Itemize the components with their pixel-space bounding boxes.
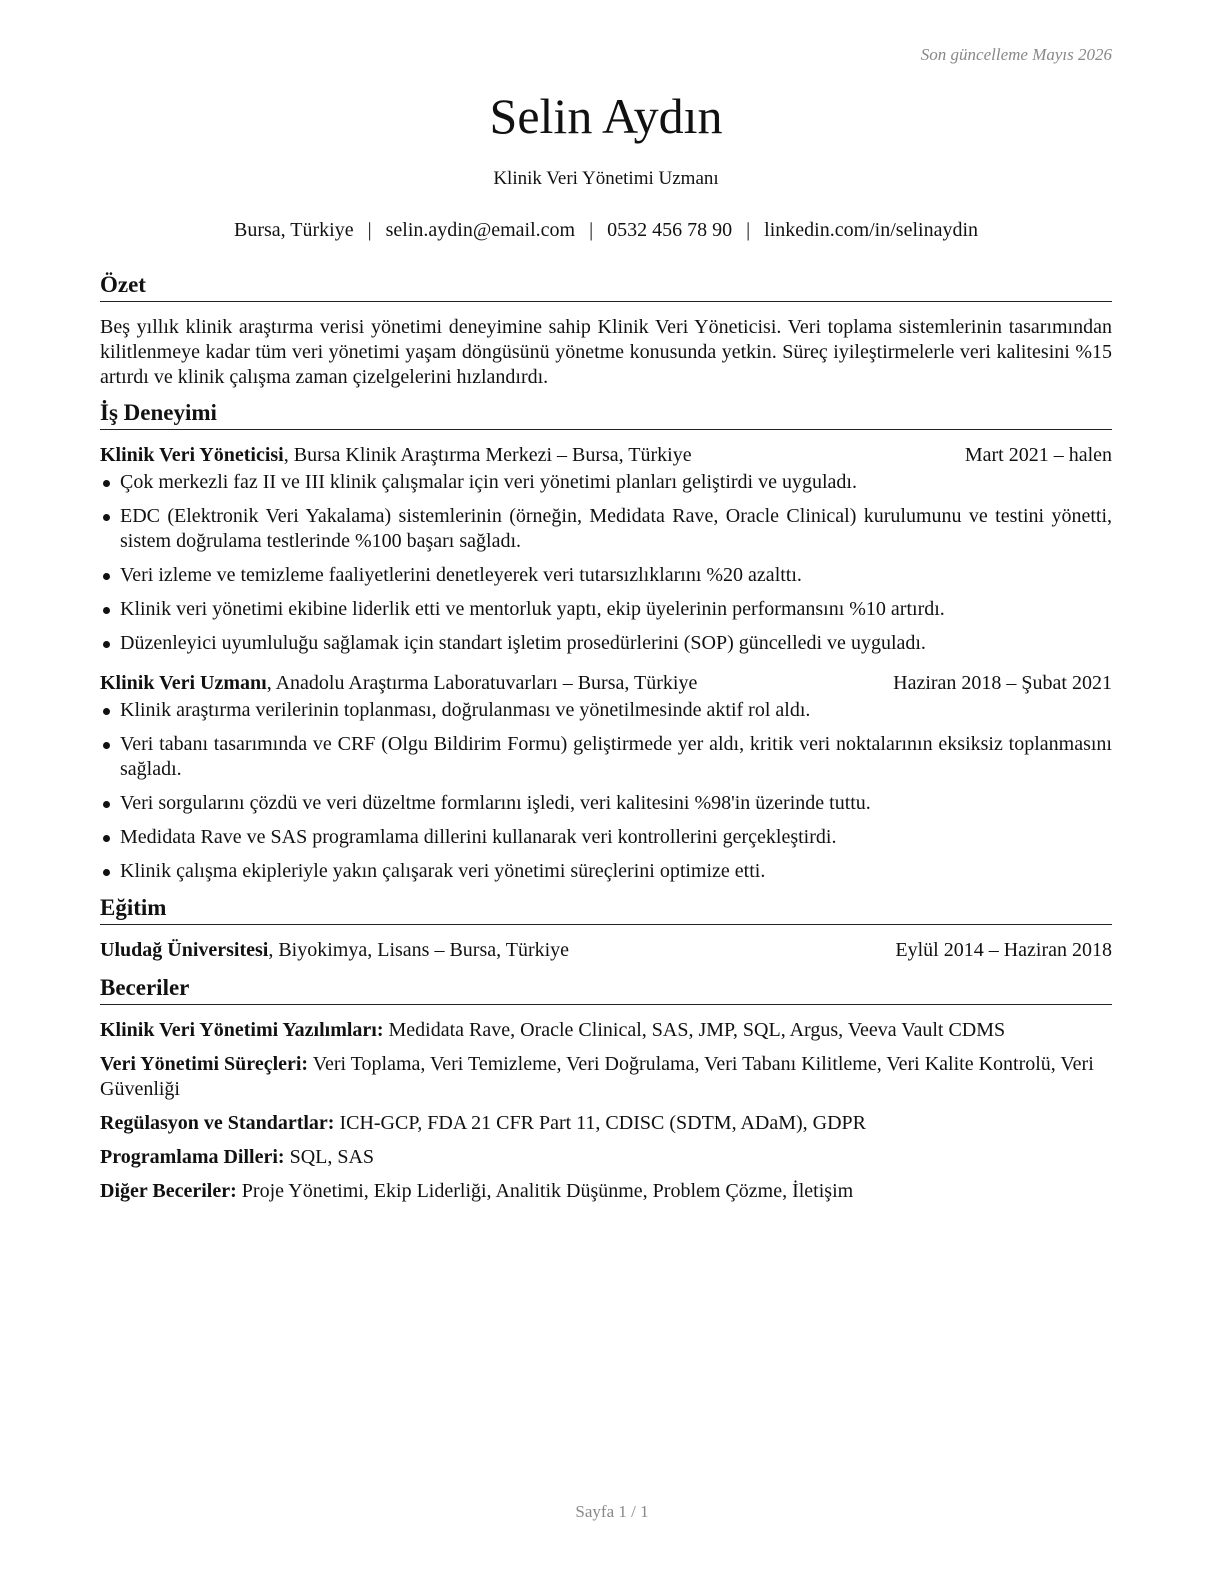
section-heading-education: Eğitim: [100, 893, 1112, 925]
job-entry: [100, 671, 1112, 884]
job-role-org: [100, 443, 692, 468]
contact-location: Bursa, Türkiye: [234, 219, 354, 241]
skill-row: [100, 1111, 1112, 1136]
job-header: [100, 443, 1112, 468]
job-bullet: Düzenleyici uyumluluğu sağlamak için standart işletim prosedürlerini (SOP) güncelledi ve uyguladı.: [100, 631, 1112, 656]
job-dates: Haziran 2018 – Şubat 2021: [893, 672, 1112, 694]
skill-value: SQL, SAS: [284, 1146, 375, 1168]
job-organization: , Anadolu Araştırma Laboratuvarları – Bursa, Türkiye: [266, 672, 698, 694]
page-number: Sayfa 1 / 1: [575, 1502, 649, 1521]
contact-phone: 0532 456 78 90: [607, 219, 733, 241]
job-entry: [100, 443, 1112, 656]
job-bullet: Veri izleme ve temizleme faaliyetlerini denetleyerek veri tutarsızlıklarını %20 azalttı.: [100, 563, 1112, 588]
skill-row: [100, 1145, 1112, 1170]
skill-value: Proje Yönetimi, Ekip Liderliği, Analitik Düşünme, Problem Çözme, İletişim: [236, 1180, 854, 1202]
candidate-name: Selin Aydın: [489, 88, 723, 144]
skill-row: [100, 1179, 1112, 1204]
job-bullet: Klinik çalışma ekipleriyle yakın çalışarak veri yönetimi süreçlerini optimize etti.: [100, 859, 1112, 884]
job-header: [100, 671, 1112, 696]
job-organization: , Bursa Klinik Araştırma Merkezi – Bursa, Türkiye: [283, 444, 692, 466]
job-bullets: [100, 698, 1112, 884]
skill-label: Regülasyon ve Standartlar:: [100, 1112, 335, 1134]
education-school-detail: [100, 938, 569, 963]
job-role: Klinik Veri Uzmanı: [100, 672, 267, 694]
job-role-org: [100, 671, 697, 696]
education-section: [100, 893, 1112, 963]
skill-label: Diğer Beceriler:: [100, 1180, 237, 1202]
last-updated-note: Son güncelleme Mayıs 2026: [920, 45, 1112, 64]
education-entry: [100, 938, 1112, 963]
job-bullet: EDC (Elektronik Veri Yakalama) sistemlerinin (örneğin, Medidata Rave, Oracle Clinical) kurulumunu ve testini yönetti, sistem doğrulama testlerinde %100 başarı sağladı.: [100, 504, 1112, 554]
skill-label: Veri Yönetimi Süreçleri:: [100, 1053, 309, 1075]
job-bullet: Veri tabanı tasarımında ve CRF (Olgu Bildirim Formu) geliştirmede yer aldı, kritik veri noktalarının eksiksiz toplanmasını sağladı.: [100, 732, 1112, 782]
contact-separator: |: [589, 219, 594, 241]
summary-section: [100, 270, 1112, 390]
education-dates: Eylül 2014 – Haziran 2018: [895, 939, 1112, 961]
job-bullets: [100, 470, 1112, 656]
skill-row: [100, 1052, 1112, 1102]
education-detail: , Biyokimya, Lisans – Bursa, Türkiye: [268, 939, 570, 961]
skill-value: ICH-GCP, FDA 21 CFR Part 11, CDISC (SDTM, ADaM), GDPR: [334, 1112, 867, 1134]
section-heading-experience: İş Deneyimi: [100, 398, 1112, 430]
job-bullet: Klinik veri yönetimi ekibine liderlik etti ve mentorluk yaptı, ekip üyelerinin performansını %10 artırdı.: [100, 597, 1112, 622]
job-bullet: Çok merkezli faz II ve III klinik çalışmalar için veri yönetimi planları geliştirdi ve uyguladı.: [100, 470, 1112, 495]
candidate-title: Klinik Veri Yönetimi Uzmanı: [493, 168, 719, 189]
section-heading-skills: Beceriler: [100, 973, 1112, 1005]
skill-label: Programlama Dilleri:: [100, 1146, 285, 1168]
contact-separator: |: [746, 219, 751, 241]
job-bullet: Medidata Rave ve SAS programlama dillerini kullanarak veri kontrollerini gerçekleştirdi.: [100, 825, 1112, 850]
job-dates: Mart 2021 – halen: [964, 444, 1112, 466]
job-role: Klinik Veri Yöneticisi: [100, 444, 284, 466]
skill-label: Klinik Veri Yönetimi Yazılımları:: [100, 1019, 384, 1041]
skill-row: [100, 1018, 1112, 1043]
experience-section: [100, 398, 1112, 884]
skill-value: Medidata Rave, Oracle Clinical, SAS, JMP, SQL, Argus, Veeva Vault CDMS: [383, 1019, 1006, 1041]
contact-line: [100, 219, 1112, 242]
job-bullet: Klinik araştırma verilerinin toplanması, doğrulanması ve yönetilmesinde aktif rol aldı.: [100, 698, 1112, 723]
summary-text: Beş yıllık klinik araştırma verisi yönetimi deneyimine sahip Klinik Veri Yöneticisi. Veri toplama sistemlerinin tasarımından kilitlenmeye kadar tüm veri yönetimi yaşam döngüsünü yönetme konusunda yetkin. Süreç iyileştirmelerle veri kalitesini %15 artırdı ve klinik çalışma zaman çizelgelerini hızlandırdı.: [100, 316, 1112, 388]
skills-section: [100, 973, 1112, 1204]
contact-separator: |: [367, 219, 372, 241]
resume-body: [100, 270, 1112, 1213]
section-heading-summary: Özet: [100, 270, 1112, 302]
education-school: Uludağ Üniversitesi: [100, 939, 269, 961]
contact-linkedin[interactable]: linkedin.com/in/selinaydin: [764, 219, 978, 241]
job-bullet: Veri sorgularını çözdü ve veri düzeltme formlarını işledi, veri kalitesini %98'in üzerinde tuttu.: [100, 791, 1112, 816]
skill-value: Veri Toplama, Veri Temizleme, Veri Doğrulama, Veri Tabanı Kilitleme, Veri Kalite Kontrolü, Veri Güvenliği: [100, 1053, 1094, 1100]
contact-email[interactable]: selin.aydin@email.com: [385, 219, 576, 241]
